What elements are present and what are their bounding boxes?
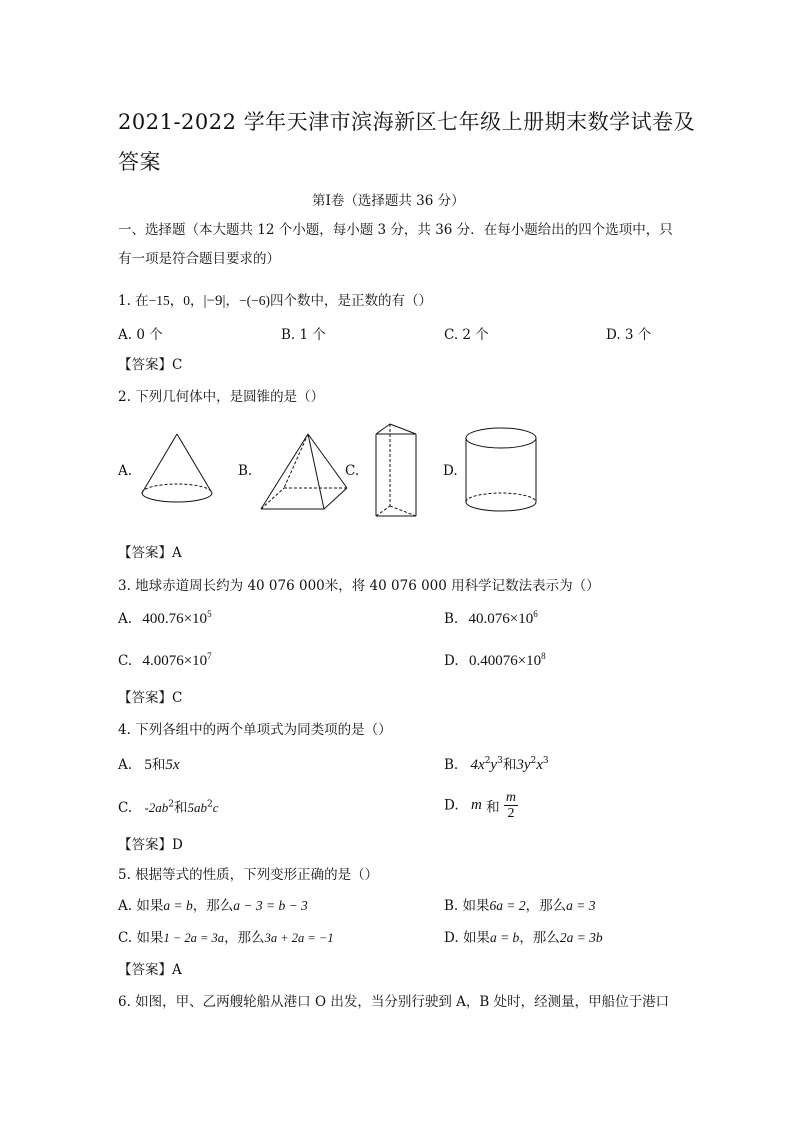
q4-b-exp: 3 [497,756,503,766]
q4-b-term2a: 3y [516,757,531,773]
option-label: B. [444,611,459,627]
q5-text: ，那么 [224,930,265,946]
q3-d-value [469,653,546,669]
q4-a-term2: 5x [165,757,180,773]
option-label: C. [118,930,133,946]
q1-option-d: D. 3 个 [606,327,652,343]
option-label: B. [444,757,459,773]
q1-suffix: 四个数中，是正数的有（） [269,293,432,309]
q3-d-base: 0.40076×10 [468,653,542,669]
q5-c-result: 3a + 2a = −1 [264,931,334,945]
q5-text: 如果 [462,898,490,914]
q3-option-b [444,609,538,628]
q5-d-result: 2a = 3b [559,930,603,945]
option-label: A. [118,757,133,773]
q1-number-3: |−9| [203,293,226,309]
q3-b-base: 40.076×10 [468,611,534,627]
q4-c-term2b: c [212,800,219,815]
q1-prefix: 1. 在 [118,293,149,309]
q4-c-expr [144,801,218,816]
q4-and: 和 [151,757,166,773]
q4-b-exp: 3 [542,756,549,766]
q4-a-term1: 5 [144,757,152,773]
q1-sep: ， [225,293,240,309]
option-label: D. [444,930,459,946]
q4-and: 和 [486,799,500,816]
q3-c-exponent: 7 [207,651,212,661]
q4-and: 和 [174,800,188,816]
q4-option-a [118,753,180,774]
q4-answer: 【答案】D [118,837,183,853]
q5-text: 如果 [136,898,164,914]
q2-answer: 【答案】A [118,545,182,561]
q3-option-a [118,609,212,628]
q4-a-expr [144,755,179,773]
option-label: C. [118,800,133,816]
q3-b-exponent: 6 [533,609,538,619]
q2-label-c: C. [345,463,360,479]
q4-d-fraction [504,790,518,821]
q5-c-condition: 1 − 2a = 3a [163,931,225,945]
question-6-stem: 6. 如图，甲、乙两艘轮船从港口 O 出发，当分别行驶到 A，B 处时，经测量，甲船位于港口 [118,994,670,1010]
q3-a-exponent: 5 [207,609,212,619]
option-label: B. [444,898,459,914]
q4-b-term2b: x [536,757,543,773]
q4-b-term1b: y [490,757,498,773]
q3-b-value [469,611,538,627]
q5-option-b [444,894,596,914]
q5-text: ，那么 [192,898,234,914]
q1-number-1: −15 [148,293,170,308]
q4-c-term2a: 5ab [187,800,208,815]
q3-c-value [142,653,211,669]
q5-a-result: a − 3 = b − 3 [233,898,308,913]
q4-b-exp: 2 [530,756,537,766]
q3-a-base: 400.76×10 [142,611,208,627]
q1-number-4: −(−6) [239,293,270,308]
question-4-stem: 4. 下列各组中的两个单项式为同类项的是（） [118,722,392,738]
q2-label-b: B. [238,463,253,479]
q1-option-b: B. 1 个 [281,327,326,343]
q1-sep: ， [169,293,184,309]
question-5-stem: 5. 根据等式的性质，下列变形正确的是（） [118,867,379,883]
q5-option-a [118,894,308,914]
q5-a-condition: a = b [163,898,193,913]
q4-option-b [444,753,549,774]
q1-answer: 【答案】C [118,357,183,373]
q5-option-d [444,926,603,946]
q4-option-d [444,790,518,821]
q3-a-value [142,611,211,627]
q5-d-condition: a = b [489,930,520,945]
cone-figure [138,430,218,510]
option-label: D. [444,797,459,814]
q2-label-a: A. [118,463,133,479]
q1-option-c: C. 2 个 [444,327,489,343]
prism-figure [370,420,425,520]
q4-b-expr [471,755,549,773]
doc-title-line2: 答案 [118,150,161,174]
fraction-denominator: 2 [507,806,515,821]
q3-option-d [444,651,546,670]
doc-title-line1: 2021-2022 学年天津市滨海新区七年级上册期末数学试卷及 [118,110,696,134]
q2-label-d: D. [443,463,458,479]
q3-option-c [118,651,212,670]
part1-instructions-line1: 一、选择题（本大题共 12 个小题，每小题 3 分，共 36 分．在每小题给出的四个选项中，只 [118,222,673,238]
question-3-stem: 3. 地球赤道周长约为 40 076 000米，将 40 076 000 用科学记数法表示为（） [118,578,600,594]
section-header: 第Ⅰ卷（选择题共 36 分） [312,193,465,209]
q4-d-term1: m [470,797,482,813]
q5-answer: 【答案】A [118,962,182,978]
question-1-stem [118,289,432,310]
q5-text: ，那么 [519,930,560,946]
question-2-stem: 2. 下列几何体中，是圆锥的是（） [118,389,325,405]
option-label: A. [118,611,133,627]
part1-instructions-line2: 有一项是符合题目要求的） [118,251,280,267]
fraction-numerator: m [505,790,516,805]
q4-and: 和 [502,757,517,773]
option-label: C. [118,653,133,669]
q4-c-exp: 2 [168,799,175,810]
q5-text: 如果 [462,930,490,946]
q4-b-term1a: 4x [470,757,485,773]
q5-b-condition: 6a = 2 [489,898,526,913]
option-label: D. [444,653,459,669]
option-label: A. [118,898,133,914]
q5-text: 如果 [136,930,164,946]
q1-sep: ， [190,293,204,309]
q5-b-result: a = 3 [566,898,596,913]
q4-b-exp: 2 [484,756,491,766]
q1-number-2: 0 [183,293,191,308]
q5-text: ，那么 [525,898,567,914]
q4-option-c [118,796,219,816]
q4-c-exp: 2 [207,799,213,810]
cylinder-figure [462,424,542,518]
q3-answer: 【答案】C [118,690,183,706]
q3-d-exponent: 8 [541,651,546,661]
q5-option-c [118,926,334,946]
pyramid-figure [258,430,353,515]
q1-option-a: A. 0 个 [118,327,163,343]
q3-c-base: 4.0076×10 [142,653,208,669]
q4-c-term1: -2ab [144,800,169,815]
